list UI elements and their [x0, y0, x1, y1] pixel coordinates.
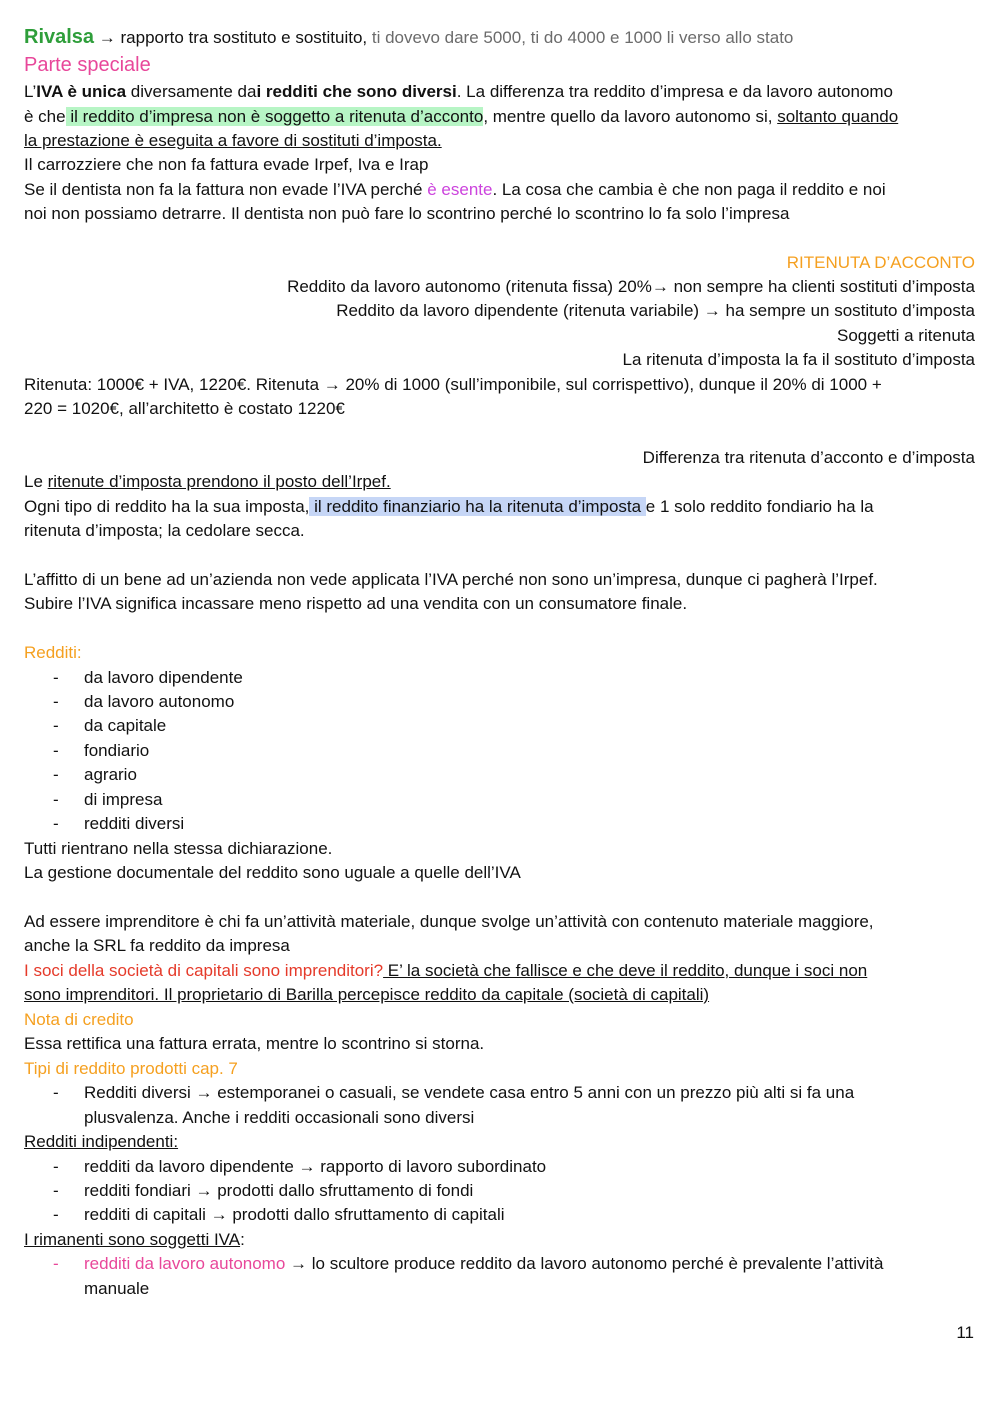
colored-text: è esente: [427, 180, 493, 199]
list-item-continuation: plusvalenza. Anche i redditi occasionali sono diversi: [84, 1108, 475, 1127]
bullet-dash: -: [53, 741, 59, 760]
paragraph-line: [24, 106, 898, 128]
heading-tipi-di-reddito: Tipi di reddito prodotti cap. 7: [24, 1059, 238, 1078]
rivalsa-text: → rapporto tra sostituto e sostituito,: [94, 28, 368, 47]
bullet-dash: -: [53, 1157, 59, 1176]
bullet-dash: -: [53, 1254, 59, 1273]
page-number: 11: [956, 1323, 974, 1342]
list-item: agrario: [84, 765, 137, 784]
text-span: , mentre quello da lavoro autonomo si,: [483, 107, 778, 126]
question-text: I soci della società di capitali sono imprenditori?: [24, 961, 384, 980]
underlined-text: ritenute d’imposta prendono il posto dell’Irpef.: [47, 472, 391, 491]
paragraph-line: 220 = 1020€, all’architetto è costato 1220€: [24, 399, 345, 418]
list-item: fondiario: [84, 741, 150, 760]
bullet-dash: -: [53, 692, 59, 711]
underlined-line: la prestazione è eseguita a favore di sostituti d’imposta.: [24, 131, 442, 150]
paragraph-line: Essa rettifica una fattura errata, mentre lo scontrino si storna.: [24, 1034, 485, 1053]
bullet-dash: -: [53, 1181, 59, 1200]
text-span: :: [240, 1230, 245, 1249]
right-aligned-line: Differenza tra ritenuta d’acconto e d’imposta: [642, 448, 975, 467]
bullet-dash: -: [53, 1083, 59, 1102]
paragraph-line: [24, 81, 893, 103]
paragraph-line: Subire l’IVA significa incassare meno rispetto ad una vendita con un consumatore finale.: [24, 594, 688, 613]
text-span: . La differenza tra reddito d’impresa e da lavoro autonomo: [456, 82, 894, 101]
list-item: Redditi diversi → estemporanei o casuali, se vendete casa entro 5 anni con un prezzo più alti si fa una: [84, 1083, 855, 1102]
text-span: Ogni tipo di reddito ha la sua imposta,: [24, 497, 310, 516]
heading-redditi: Redditi:: [24, 643, 82, 662]
paragraph-line: ritenuta d’imposta; la cedolare secca.: [24, 521, 305, 540]
underlined-line: sono imprenditori. Il proprietario di Barilla percepisce reddito da capitale (società di capitali): [24, 985, 710, 1004]
right-aligned-line: La ritenuta d’imposta la fa il sostituto d’imposta: [622, 350, 975, 369]
list-item-continuation: manuale: [84, 1279, 150, 1298]
heading-ritenuta-acconto: RITENUTA D’ACCONTO: [786, 253, 975, 272]
bullet-dash: -: [53, 1205, 59, 1224]
text-span: . La cosa che cambia è che non paga il reddito e noi: [492, 180, 886, 199]
list-item: [84, 1253, 883, 1275]
paragraph-line: [24, 179, 886, 201]
paragraph-line: [24, 960, 867, 982]
list-item: di impresa: [84, 790, 163, 809]
paragraph-line: [24, 496, 874, 518]
underlined-text: E’ la società che fallisce e che deve il reddito, dunque i soci non: [383, 961, 868, 980]
paragraph-line: noi non possiamo detrarre. Il dentista non può fare lo scontrino perché lo scontrino lo fa solo l’impresa: [24, 204, 790, 223]
text-span: Se il dentista non fa la fattura non evade l’IVA perché: [24, 180, 428, 199]
text-span: e 1 solo reddito fondiario ha la: [645, 497, 874, 516]
paragraph-line: Il carrozziere che non fa fattura evade Irpef, Iva e Irap: [24, 155, 429, 174]
section-heading-parte-speciale: Parte speciale: [24, 54, 151, 76]
paragraph-line: Ritenuta: 1000€ + IVA, 1220€. Ritenuta → 20% di 1000 (sull’imponibile, sul corrispettivo), dunque il 20% di 1000 +: [24, 375, 882, 394]
list-item: da lavoro autonomo: [84, 692, 235, 711]
list-item: redditi fondiari → prodotti dallo sfruttamento di fondi: [84, 1181, 474, 1200]
rivalsa-line: [24, 26, 793, 49]
highlighted-text: il reddito d’impresa non è soggetto a ritenuta d’acconto: [65, 107, 484, 126]
bullet-dash: -: [53, 790, 59, 809]
list-item: redditi diversi: [84, 814, 185, 833]
highlighted-text: il reddito finanziario ha la ritenuta d’imposta: [309, 497, 646, 516]
list-item: da lavoro dipendente: [84, 668, 243, 687]
bullet-dash: -: [53, 668, 59, 687]
list-item: da capitale: [84, 716, 167, 735]
paragraph-line: La gestione documentale del reddito sono uguale a quelle dell’IVA: [24, 863, 521, 882]
right-aligned-line: Soggetti a ritenuta: [837, 326, 975, 345]
underlined-text: I rimanenti sono soggetti IVA: [24, 1230, 241, 1249]
text-span: è che: [24, 107, 66, 126]
paragraph-line: [24, 1229, 245, 1251]
list-item: redditi di capitali → prodotti dallo sfruttamento di capitali: [84, 1205, 505, 1224]
bold-span: IVA è unica: [36, 82, 127, 101]
bullet-dash: -: [53, 716, 59, 735]
bold-span: i redditi che sono diversi: [256, 82, 457, 101]
bullet-dash: -: [53, 765, 59, 784]
bullet-dash: -: [53, 814, 59, 833]
text-span: diversamente da: [126, 82, 257, 101]
heading-nota-di-credito: Nota di credito: [24, 1010, 134, 1029]
heading-redditi-indipendenti: Redditi indipendenti:: [24, 1132, 179, 1151]
paragraph-line: [24, 471, 391, 493]
paragraph-line: Ad essere imprenditore è chi fa un’attività materiale, dunque svolge un’attività con contenuto materiale maggiore,: [24, 912, 874, 931]
paragraph-line: L’affitto di un bene ad un’azienda non vede applicata l’IVA perché non sono un’impresa, dunque ci pagherà l’Irpef.: [24, 570, 878, 589]
underlined-text: soltanto quando: [777, 107, 899, 126]
rivalsa-note: ti dovevo dare 5000, ti do 4000 e 1000 li verso allo stato: [367, 28, 794, 47]
text-span: Le: [24, 472, 48, 491]
colored-text: redditi da lavoro autonomo: [84, 1254, 286, 1273]
right-aligned-line: Reddito da lavoro autonomo (ritenuta fissa) 20%→ non sempre ha clienti sostituti d’imposta: [287, 277, 975, 296]
text-span: L’: [24, 82, 37, 101]
list-item: redditi da lavoro dipendente → rapporto di lavoro subordinato: [84, 1157, 547, 1176]
paragraph-line: anche la SRL fa reddito da impresa: [24, 936, 290, 955]
rivalsa-title: Rivalsa: [24, 26, 95, 48]
right-aligned-line: Reddito da lavoro dipendente (ritenuta variabile) → ha sempre un sostituto d’imposta: [336, 301, 975, 320]
text-span: → lo scultore produce reddito da lavoro autonomo perché è prevalente l’attività: [285, 1254, 884, 1273]
paragraph-line: Tutti rientrano nella stessa dichiarazione.: [24, 839, 333, 858]
